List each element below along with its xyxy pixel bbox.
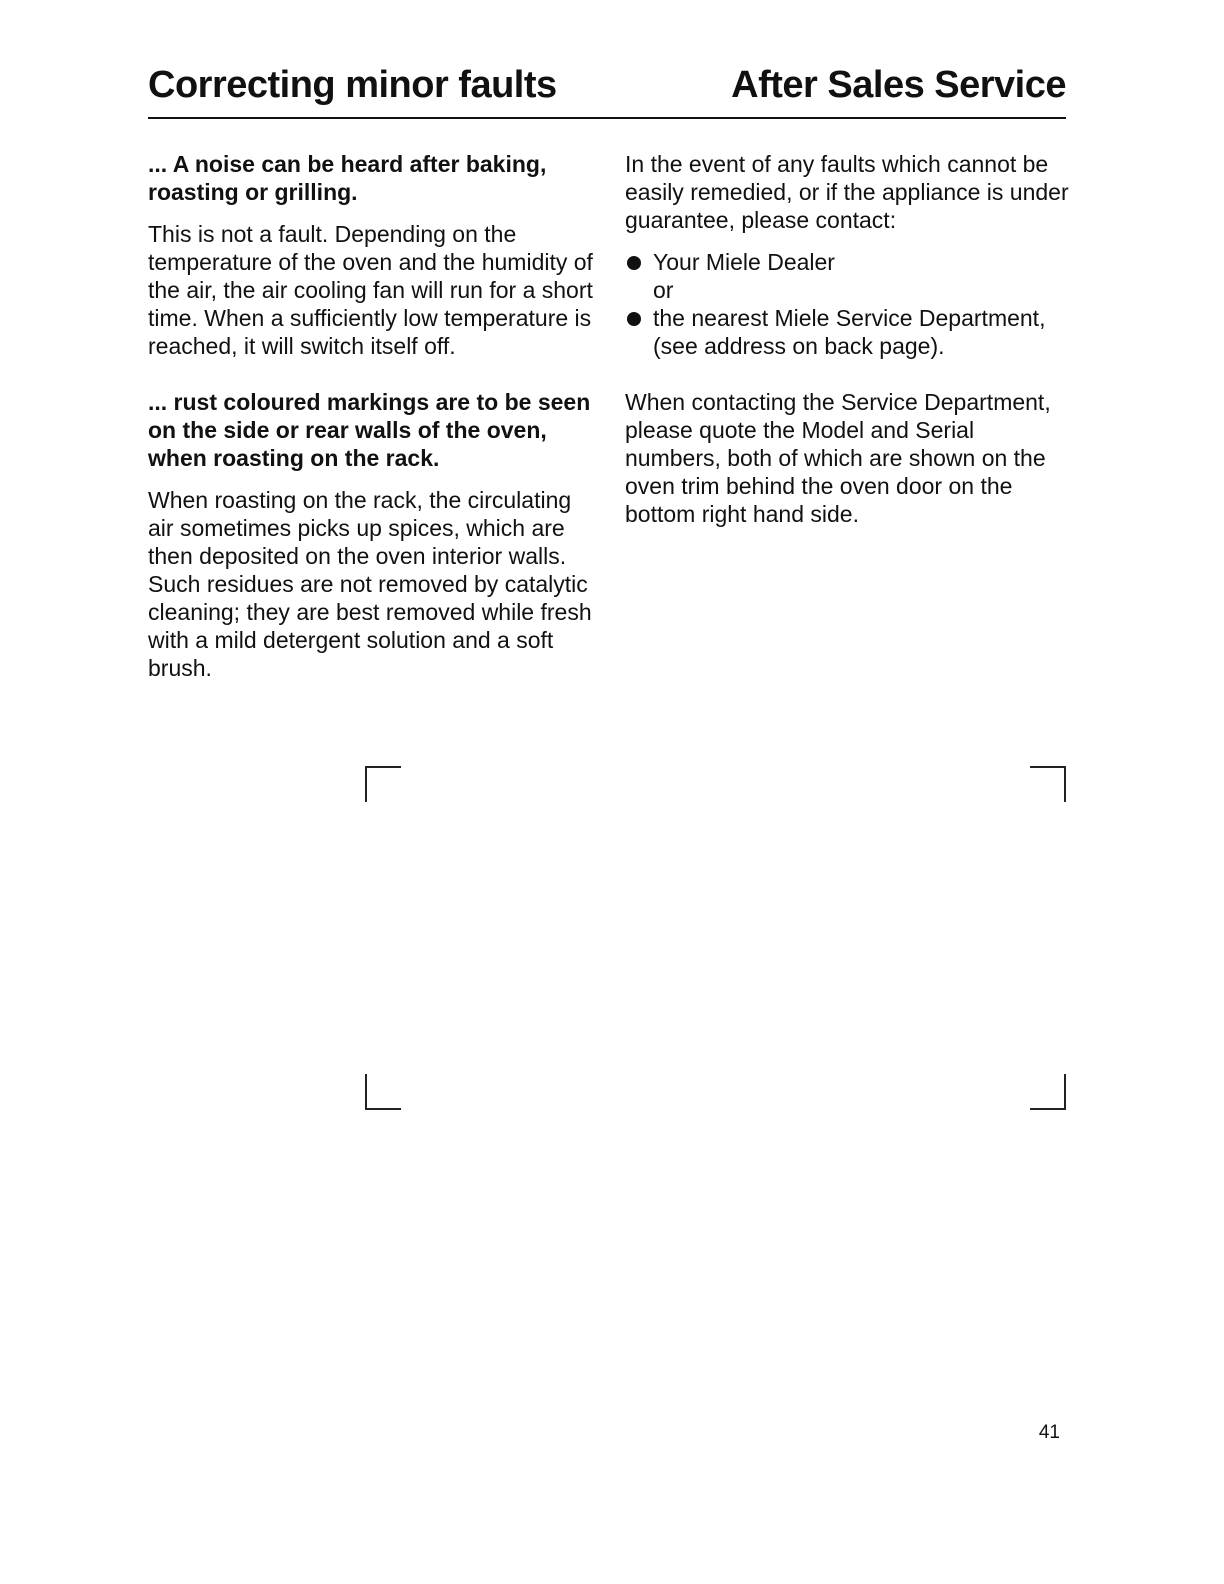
contact-dealer: Your Miele Dealer: [653, 249, 835, 275]
contact-intro: In the event of any faults which cannot be easily remedied, or if the appliance is under guarantee, please contact:: [625, 151, 1069, 233]
section-body-rust: When roasting on the rack, the circulating air sometimes picks up spices, which are then deposited on the oven interior walls. Such residues are not removed by catalytic cleaning; they are best removed while fresh with a mild detergent solution and a soft brush.: [148, 487, 592, 681]
crop-mark-bottom-right: [1030, 1074, 1066, 1110]
page-title-right: After Sales Service: [731, 64, 1066, 106]
list-item: [625, 304, 1070, 360]
crop-mark-top-right: [1030, 766, 1066, 802]
bullet-icon: [627, 312, 641, 326]
section-heading-noise: ... A noise can be heard after baking, roasting or grilling.: [148, 151, 547, 205]
right-column: [625, 150, 1070, 528]
bullet-icon: [627, 256, 641, 270]
contact-list: [625, 248, 1070, 360]
page-number: 41: [1038, 1422, 1060, 1443]
or-text: or: [653, 277, 674, 303]
list-item: [625, 248, 1070, 276]
section-heading-rust: ... rust coloured markings are to be seen on the side or rear walls of the oven, when roasting on the rack.: [148, 389, 591, 471]
crop-mark-bottom-left: [365, 1074, 401, 1110]
header-rule: [148, 117, 1066, 119]
page-title-left: Correcting minor faults: [148, 64, 557, 106]
left-column: [148, 150, 593, 682]
list-separator: [625, 276, 1070, 304]
contact-service-department: the nearest Miele Service Department, (see address on back page).: [653, 305, 1046, 359]
contact-closing: When contacting the Service Department, please quote the Model and Serial numbers, both of which are shown on the oven trim behind the oven door on the bottom right hand side.: [625, 389, 1051, 527]
section-body-noise: This is not a fault. Depending on the temperature of the oven and the humidity of the air, the air cooling fan will run for a short time. When a sufficiently low temperature is reached, it will switch itself off.: [148, 221, 593, 359]
crop-mark-top-left: [365, 766, 401, 802]
